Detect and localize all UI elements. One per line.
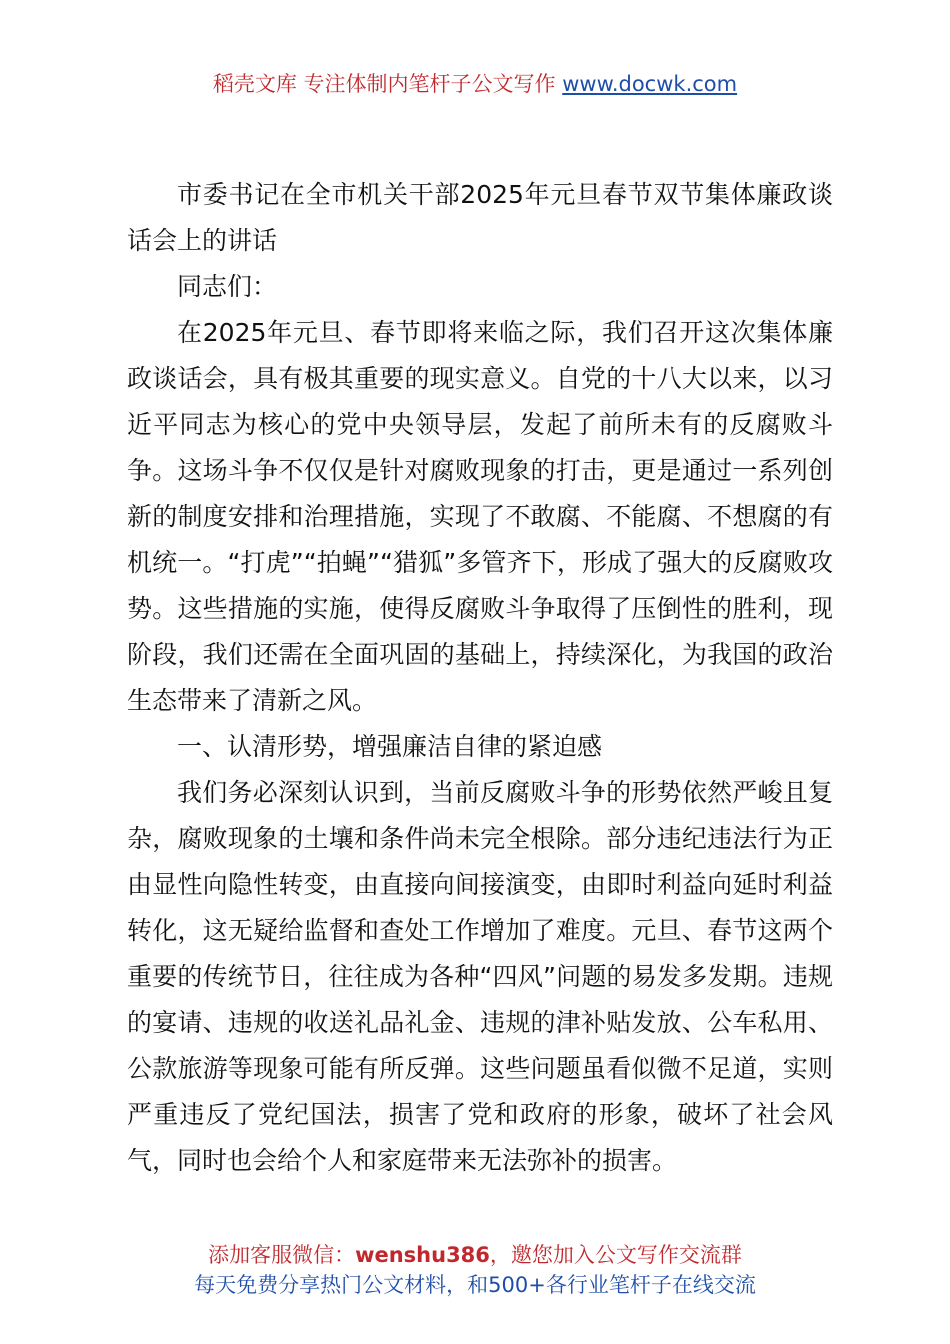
section-heading: 一、认清形势，增强廉洁自律的紧迫感 bbox=[177, 732, 603, 761]
footer-contact-suffix: ，邀您加入公文写作交流群 bbox=[489, 1243, 742, 1267]
header-url-link[interactable]: www.docwk.com bbox=[562, 72, 738, 96]
wechat-id: wenshu386 bbox=[355, 1243, 490, 1267]
footer-promo-line: 每天免费分享热门公文材料，和500+各行业笔杆子在线交流 bbox=[194, 1273, 756, 1297]
watermark-footer bbox=[0, 1240, 950, 1300]
document-title: 市委书记在全市机关干部2025年元旦春节双节集体廉政谈话会上的讲话 bbox=[127, 180, 833, 255]
salutation: 同志们： bbox=[177, 272, 278, 301]
paragraph-body: 我们务必深刻认识到，当前反腐败斗争的形势依然严峻且复杂，腐败现象的土壤和条件尚未完全根除。部分违纪违法行为正由显性向隐性转变，由直接向间接演变，由即时利益向延时利益转化，这无疑给监督和查处工作增加了难度。元旦、春节这两个重要的传统节日，往往成为各种“四风”问题的易发多发期。违规的宴请、违规的收送礼品礼金、违规的津补贴发放、公车私用、公款旅游等现象可能有所反弹。这些问题虽看似微不足道，实则严重违反了党纪国法，损害了党和政府的形象，破坏了社会风气，同时也会给个人和家庭带来无法弥补的损害。 bbox=[127, 778, 833, 1175]
document-body bbox=[127, 172, 833, 1184]
paragraph-intro: 在2025年元旦、春节即将来临之际，我们召开这次集体廉政谈话会，具有极其重要的现实意义。自党的十八大以来，以习近平同志为核心的党中央领导层，发起了前所未有的反腐败斗争。这场斗争不仅仅是针对腐败现象的打击，更是通过一系列创新的制度安排和治理措施，实现了不敢腐、不能腐、不想腐的有机统一。“打虎”“拍蝇”“猎狐”多管齐下，形成了强大的反腐败攻势。这些措施的实施，使得反腐败斗争取得了压倒性的胜利，现阶段，我们还需在全面巩固的基础上，持续深化，为我国的政治生态带来了清新之风。 bbox=[127, 318, 833, 715]
header-brand: 稻壳文库 专注体制内笔杆子公文写作 bbox=[212, 72, 563, 96]
footer-contact-line bbox=[0, 1240, 950, 1270]
watermark-header bbox=[0, 70, 950, 98]
footer-contact-prefix: 添加客服微信： bbox=[208, 1243, 356, 1267]
